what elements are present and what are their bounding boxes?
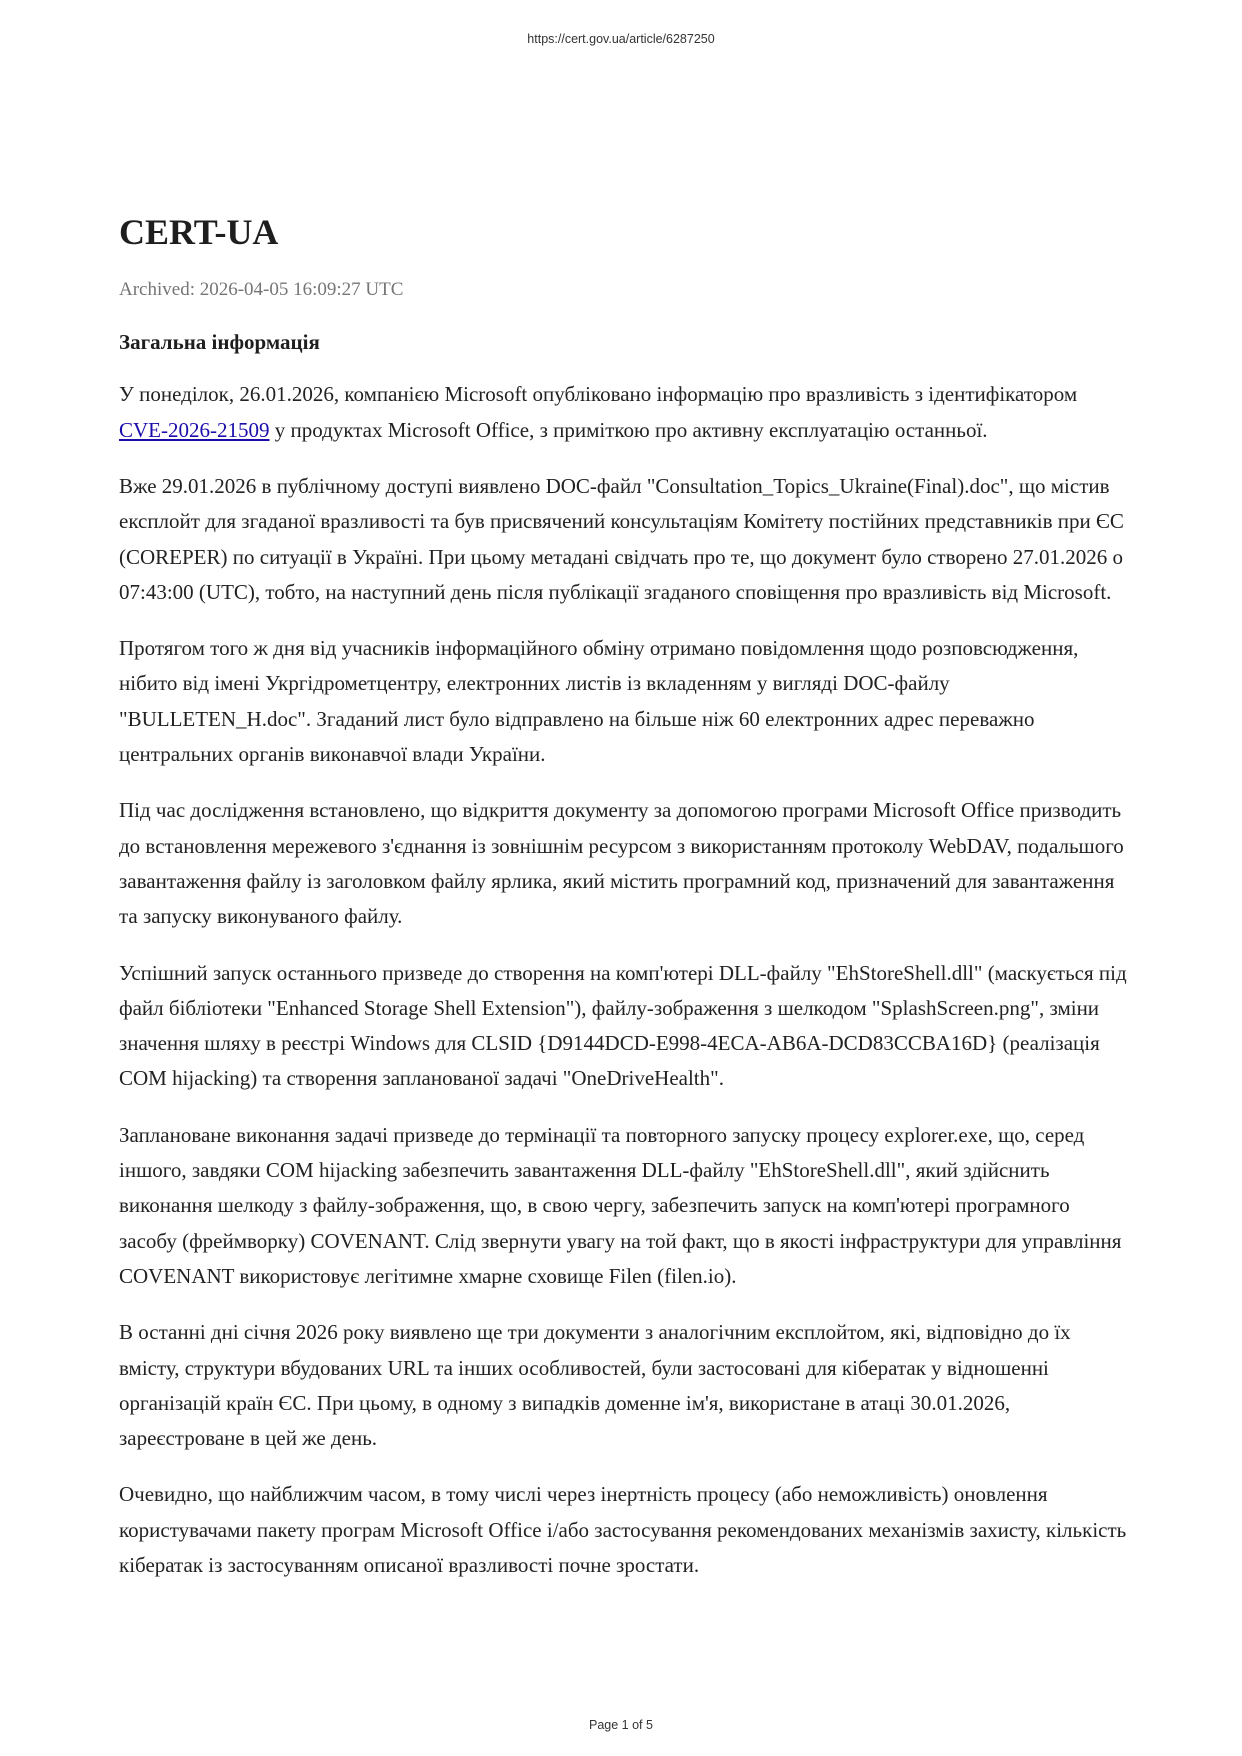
paragraph-1 — [119, 377, 1129, 448]
paragraph-5: Успішний запуск останнього призведе до створення на комп'ютері DLL-файлу "EhStoreShell.dll" (маскується під файл бібліотеки "Enhanced Storage Shell Extension"), файлу-зображення з шелкодом "SplashScreen.png", зміни значення шляху в реєстрі Windows для CLSID {D9144DCD-E998-4ECA-AB6A-DCD83CCBA16D} (реалізація COM hijacking) та створення запланованої задачі "OneDriveHealth". — [119, 960, 1127, 1091]
paragraph-8: Очевидно, що найближчим часом, в тому числі через інертність процесу (або неможливість) оновлення користувачами пакету програм Microsoft Office і/або застосування рекомендованих механізмів захисту, кількість кібератак із застосуванням описаної вразливості почне зростати. — [119, 1482, 1127, 1577]
archived-timestamp: Archived: 2026-04-05 16:09:27 UTC — [119, 279, 404, 301]
paragraph-7: В останні дні січня 2026 року виявлено ще три документи з аналогічним експлойтом, які, відповідно до їх вмісту, структури вбудованих URL та інших особливостей, були застосовані для кібератак у відношенні організацій країн ЄС. При цьому, в одному з випадків доменне ім'я, використане в атаці 30.01.2026, зареєстроване в цей же день. — [119, 1320, 1071, 1451]
cve-link[interactable]: CVE-2026-21509 — [119, 417, 270, 442]
paragraph-6: Заплановане виконання задачі призведе до термінації та повторного запуску процесу explorer.exe, що, серед іншого, завдяки COM hijacking забезпечить завантаження DLL-файлу "EhStoreShell.dll", який здійснить виконання шелкоду з файлу-зображення, що, в свою чергу, забезпечить запуск на комп'ютері програмного засобу (фреймворку) COVENANT. Слід звернути увагу на той факт, що в якості інфраструктури для управління COVENANT використовує легітимне хмарне сховище Filen (filen.io). — [119, 1122, 1122, 1288]
paragraph-2: Вже 29.01.2026 в публічному доступі виявлено DOC-файл "Consultation_Topics_Ukraine(Final).doc", що містив експлойт для згаданої вразливості та був присвячений консультаціям Комітету постійних представників при ЄС (COREPER) по ситуації в Україні. При цьому метадані свідчать про те, що документ було створено 27.01.2026 о 07:43:00 (UTC), тобто, на наступний день після публікації згаданого сповіщення про вразливість від Microsoft. — [119, 473, 1124, 604]
paragraph-4: Під час дослідження встановлено, що відкриття документу за допомогою програми Microsoft Office призводить до встановлення мережевого з'єднання із зовнішнім ресурсом з використанням протоколу WebDAV, подальшого завантаження файлу із заголовком файлу ярлика, який містить програмний код, призначений для завантаження та запуску виконуваного файлу. — [119, 798, 1124, 929]
page-number: Page 1 of 5 — [589, 1718, 653, 1732]
paragraph-3: Протягом того ж дня від учасників інформаційного обміну отримано повідомлення щодо розповсюдження, нібито від імені Укргідрометцентру, електронних листів із вкладенням у вигляді DOC-файлу "BULLETEN_H.doc". Згаданий лист було відправлено на більше ніж 60 електронних адрес переважно центральних органів виконавчої влади України. — [119, 636, 1079, 767]
paragraph-1-text-after: у продуктах Microsoft Office, з приміткою про активну експлуатацію останньої. — [269, 417, 988, 442]
article — [119, 212, 1129, 1604]
site-title: CERT-UA — [119, 212, 279, 252]
print-header-url: https://cert.gov.ua/article/6287250 — [527, 32, 715, 46]
section-heading: Загальна інформація — [119, 330, 320, 355]
paragraph-1-text-before: У понеділок, 26.01.2026, компанією Microsoft опубліковано інформацію про вразливість з ідентифікатором — [119, 382, 1078, 407]
